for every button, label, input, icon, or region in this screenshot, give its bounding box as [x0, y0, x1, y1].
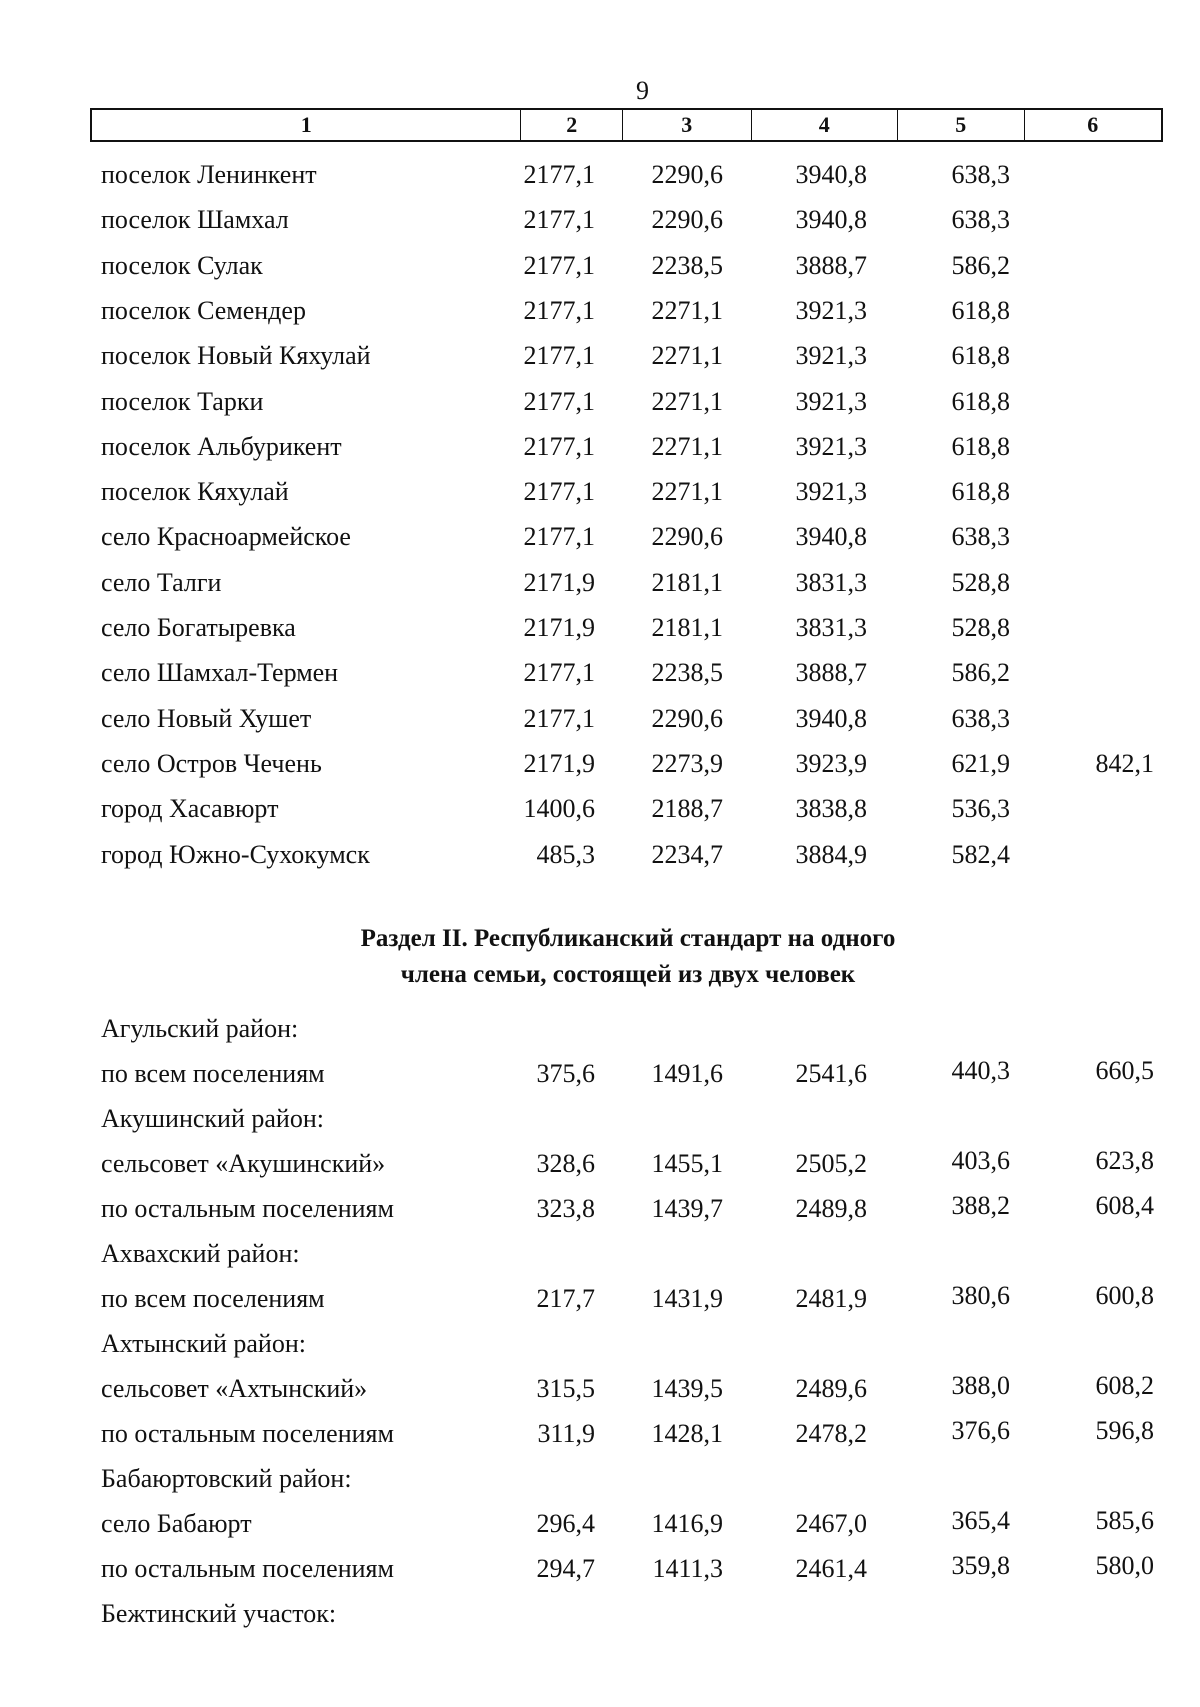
row-label: по всем поселениям — [101, 1284, 325, 1313]
cell-col-4: 2461,4 — [795, 1554, 867, 1583]
cell-col-3: 2181,1 — [651, 567, 723, 597]
cell-col-2: 2177,1 — [523, 431, 595, 461]
cell-col-4: 3923,9 — [795, 748, 867, 778]
header-col-4: 4 — [752, 110, 898, 140]
group-title: Акушинский район: — [101, 1104, 324, 1133]
cell-col-4: 3831,3 — [795, 613, 867, 642]
cell-col-2: 2177,1 — [523, 295, 595, 325]
group-title: Агульский район: — [101, 1014, 299, 1043]
cell-col-3: 1439,5 — [651, 1374, 723, 1403]
cell-col-6: 580,0 — [1095, 1551, 1154, 1580]
cell-col-4: 3940,8 — [795, 205, 867, 235]
table-row — [0, 1414, 1200, 1454]
cell-col-3: 2271,1 — [651, 431, 723, 461]
cell-col-5: 618,8 — [951, 295, 1010, 325]
table-row — [0, 653, 1200, 693]
page-number: 9 — [636, 76, 649, 105]
cell-col-3: 2290,6 — [651, 160, 723, 189]
cell-col-5: 380,6 — [951, 1281, 1010, 1310]
group-title: Ахтынский район: — [101, 1329, 306, 1358]
cell-col-5: 582,4 — [951, 839, 1010, 869]
group-title: Ахвахский район: — [101, 1239, 300, 1268]
cell-col-4: 3940,8 — [795, 522, 867, 552]
cell-col-3: 1455,1 — [651, 1149, 723, 1178]
header-col-3: 3 — [623, 110, 752, 140]
cell-col-5: 536,3 — [951, 794, 1010, 824]
cell-col-2: 2171,9 — [523, 567, 595, 597]
cell-col-3: 2271,1 — [651, 295, 723, 325]
cell-col-2: 315,5 — [536, 1374, 595, 1403]
table-row — [0, 744, 1200, 784]
cell-col-3: 1439,7 — [651, 1194, 723, 1223]
row-label: город Южно-Сухокумск — [101, 839, 370, 869]
cell-col-6: 608,4 — [1095, 1191, 1154, 1220]
row-label: село Бабаюрт — [101, 1509, 252, 1538]
cell-col-3: 2181,1 — [651, 613, 723, 642]
row-label: город Хасавюрт — [101, 794, 279, 824]
cell-col-2: 2177,1 — [523, 658, 595, 688]
cell-col-5: 359,8 — [951, 1551, 1010, 1580]
cell-col-4: 3888,7 — [795, 658, 867, 688]
cell-col-3: 2273,9 — [651, 748, 723, 778]
row-label: поселок Кяхулай — [101, 477, 289, 507]
table-row — [0, 472, 1200, 512]
cell-col-4: 2481,9 — [795, 1284, 867, 1313]
row-label: поселок Новый Кяхулай — [101, 341, 371, 371]
cell-col-2: 2177,1 — [523, 250, 595, 280]
cell-col-6: 660,5 — [1095, 1056, 1154, 1085]
cell-col-3: 2238,5 — [651, 250, 723, 280]
table-row — [0, 1144, 1200, 1184]
cell-col-5: 388,0 — [951, 1371, 1010, 1400]
row-label: по остальным поселениям — [101, 1419, 394, 1448]
cell-col-4: 3884,9 — [795, 839, 867, 869]
cell-col-2: 2177,1 — [523, 341, 595, 371]
cell-col-2: 2177,1 — [523, 160, 595, 189]
cell-col-5: 618,8 — [951, 477, 1010, 507]
table-row — [0, 517, 1200, 557]
table-row — [0, 155, 1200, 195]
cell-col-3: 2290,6 — [651, 205, 723, 235]
cell-col-6: 842,1 — [1095, 748, 1154, 778]
row-label: сельсовет «Ахтынский» — [101, 1374, 368, 1403]
row-label: поселок Ленинкент — [101, 160, 317, 189]
header-col-6: 6 — [1087, 112, 1099, 137]
row-label: сельсовет «Акушинский» — [101, 1149, 386, 1178]
table-row — [0, 382, 1200, 422]
cell-col-4: 2541,6 — [795, 1059, 867, 1088]
table-row — [0, 336, 1200, 376]
cell-col-5: 586,2 — [951, 658, 1010, 688]
row-label: поселок Альбурикент — [101, 431, 342, 461]
cell-col-5: 618,8 — [951, 386, 1010, 416]
cell-col-2: 2177,1 — [523, 477, 595, 507]
table-header — [90, 108, 1163, 142]
row-label: село Новый Хушет — [101, 703, 312, 733]
cell-col-4: 3940,8 — [795, 703, 867, 733]
cell-col-3: 2188,7 — [651, 794, 723, 824]
cell-col-5: 586,2 — [951, 250, 1010, 280]
cell-col-3: 1411,3 — [652, 1554, 723, 1583]
cell-col-5: 376,6 — [951, 1416, 1010, 1445]
cell-col-5: 388,2 — [951, 1191, 1010, 1220]
cell-col-6: 585,6 — [1095, 1506, 1154, 1535]
cell-col-2: 2171,9 — [523, 613, 595, 642]
cell-col-2: 2177,1 — [523, 703, 595, 733]
cell-col-2: 323,8 — [536, 1194, 595, 1223]
cell-col-3: 2271,1 — [651, 386, 723, 416]
cell-col-4: 3940,8 — [795, 160, 867, 189]
cell-col-5: 403,6 — [951, 1146, 1010, 1175]
cell-col-5: 365,4 — [951, 1506, 1010, 1535]
cell-col-5: 638,3 — [951, 160, 1010, 189]
row-label: поселок Шамхал — [101, 205, 289, 235]
row-label: по остальным поселениям — [101, 1554, 394, 1583]
table-row — [0, 1504, 1200, 1544]
cell-col-4: 3921,3 — [795, 431, 867, 461]
cell-col-3: 1431,9 — [651, 1284, 723, 1313]
cell-col-2: 485,3 — [536, 839, 595, 869]
header-col-1: 1 — [92, 110, 521, 140]
cell-col-3: 2234,7 — [651, 839, 723, 869]
cell-col-2: 311,9 — [537, 1419, 595, 1448]
group-title: Бабаюртовский район: — [101, 1464, 352, 1493]
cell-col-2: 294,7 — [536, 1554, 595, 1583]
cell-col-2: 2171,9 — [523, 748, 595, 778]
group-title: Бежтинский участок: — [101, 1599, 337, 1628]
cell-col-2: 328,6 — [536, 1149, 595, 1178]
table-row — [0, 1054, 1200, 1094]
table-row — [0, 835, 1200, 875]
row-label: село Остров Чечень — [101, 748, 322, 778]
cell-col-4: 2467,0 — [795, 1509, 867, 1538]
cell-col-4: 2505,2 — [795, 1149, 867, 1178]
cell-col-3: 2290,6 — [651, 703, 723, 733]
header-col-2: 2 — [521, 110, 623, 140]
header-col-5: 5 — [898, 110, 1025, 140]
cell-col-3: 1491,6 — [651, 1059, 723, 1088]
cell-col-2: 2177,1 — [523, 386, 595, 416]
cell-col-3: 2290,6 — [651, 522, 723, 552]
cell-col-2: 217,7 — [536, 1284, 595, 1313]
cell-col-4: 3921,3 — [795, 477, 867, 507]
cell-col-2: 375,6 — [536, 1059, 595, 1088]
cell-col-6: 608,2 — [1095, 1371, 1154, 1400]
cell-col-4: 2489,6 — [795, 1374, 867, 1403]
table-row — [0, 1279, 1200, 1319]
row-label: поселок Сулак — [101, 250, 263, 280]
cell-col-2: 296,4 — [536, 1509, 595, 1538]
table-row — [0, 563, 1200, 603]
row-label: село Богатыревка — [101, 613, 296, 642]
table-row — [0, 200, 1200, 240]
table-row — [0, 789, 1200, 829]
cell-col-3: 2238,5 — [651, 658, 723, 688]
cell-col-3: 1428,1 — [651, 1419, 723, 1448]
cell-col-5: 638,3 — [951, 205, 1010, 235]
table-row — [0, 427, 1200, 467]
table-row — [0, 1369, 1200, 1409]
cell-col-2: 1400,6 — [523, 794, 595, 824]
cell-col-6: 623,8 — [1095, 1146, 1154, 1175]
row-label: по всем поселениям — [101, 1059, 325, 1088]
row-label: село Талги — [101, 567, 222, 597]
cell-col-6: 596,8 — [1095, 1416, 1154, 1445]
cell-col-5: 618,8 — [951, 431, 1010, 461]
cell-col-5: 618,8 — [951, 341, 1010, 371]
cell-col-4: 3888,7 — [795, 250, 867, 280]
table-row — [0, 608, 1200, 648]
cell-col-4: 2489,8 — [795, 1194, 867, 1223]
cell-col-3: 2271,1 — [651, 477, 723, 507]
row-label: поселок Тарки — [101, 386, 264, 416]
section-heading-line-2: члена семьи, состоящей из двух человек — [400, 961, 856, 988]
table-row — [0, 1549, 1200, 1589]
cell-col-2: 2177,1 — [523, 205, 595, 235]
cell-col-3: 1416,9 — [651, 1509, 723, 1538]
cell-col-5: 528,8 — [951, 567, 1010, 597]
table-row — [0, 246, 1200, 286]
cell-col-4: 3838,8 — [795, 794, 867, 824]
cell-col-5: 638,3 — [951, 522, 1010, 552]
cell-col-4: 2478,2 — [795, 1419, 867, 1448]
cell-col-5: 440,3 — [951, 1056, 1010, 1085]
cell-col-2: 2177,1 — [523, 522, 595, 552]
cell-col-5: 528,8 — [951, 613, 1010, 642]
cell-col-5: 621,9 — [951, 748, 1010, 778]
row-label: поселок Семендер — [101, 295, 306, 325]
table-row — [0, 291, 1200, 331]
table-row — [0, 1189, 1200, 1229]
cell-col-6: 600,8 — [1095, 1281, 1154, 1310]
cell-col-4: 3831,3 — [795, 567, 867, 597]
row-label: село Красноармейское — [101, 522, 351, 552]
cell-col-4: 3921,3 — [795, 295, 867, 325]
table-row — [0, 699, 1200, 739]
row-label: село Шамхал-Термен — [101, 658, 339, 688]
cell-col-4: 3921,3 — [795, 386, 867, 416]
section-heading-line-1: Раздел II. Республиканский стандарт на одного — [360, 925, 896, 952]
cell-col-5: 638,3 — [951, 703, 1010, 733]
row-label: по остальным поселениям — [101, 1194, 394, 1223]
cell-col-4: 3921,3 — [795, 341, 867, 371]
cell-col-3: 2271,1 — [651, 341, 723, 371]
